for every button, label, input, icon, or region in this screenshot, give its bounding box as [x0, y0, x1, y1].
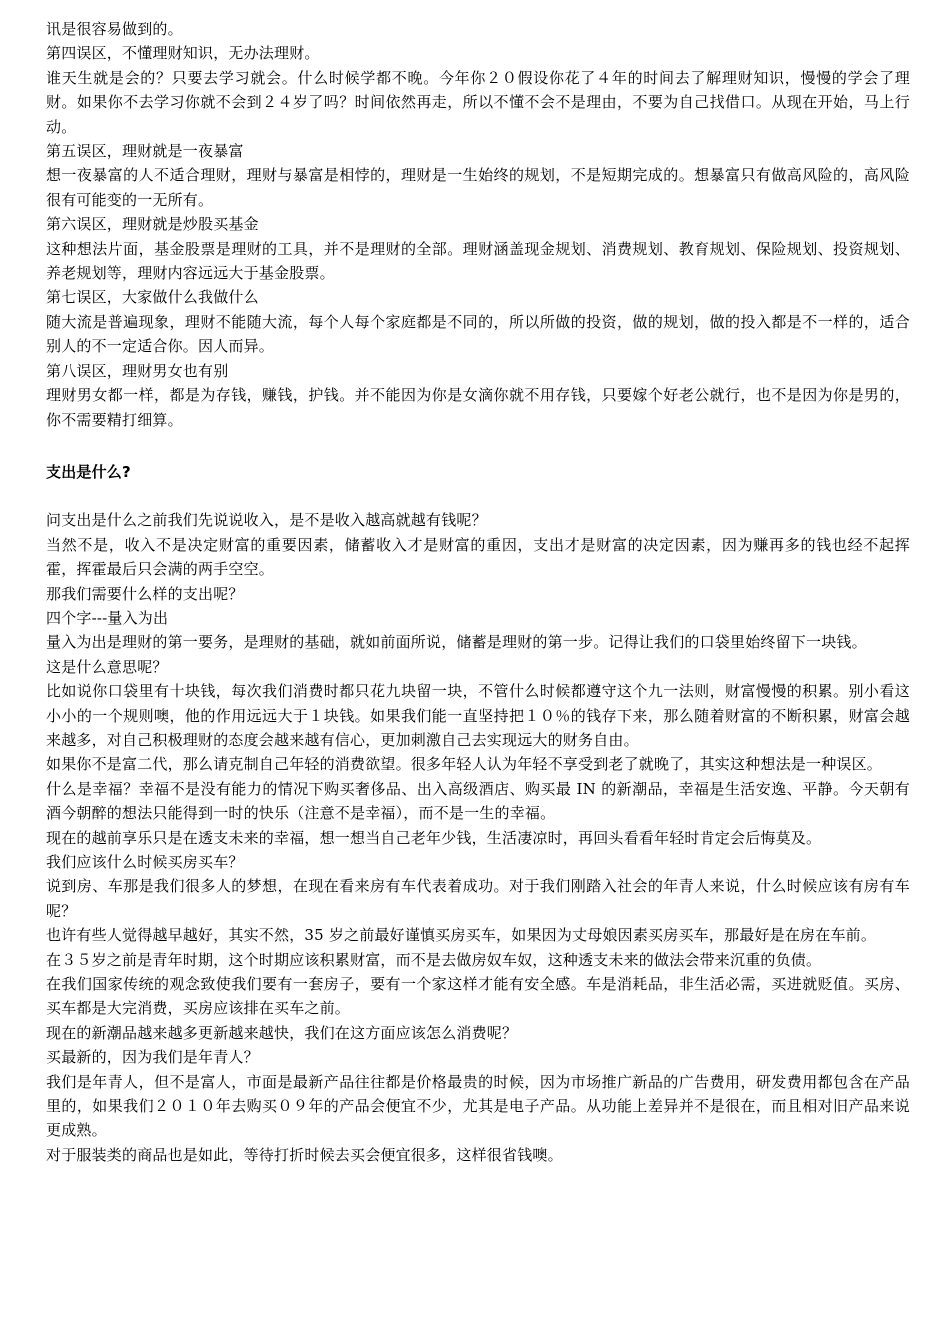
paragraph: 也许有些人觉得越早越好，其实不然，35 岁之前最好谨慎买房买车，如果因为丈母娘因素买房买车，那最好是在房在车前。 — [46, 926, 877, 945]
section-title-mistake-4: 第四误区，不懂理财知识，无办法理财。 — [46, 44, 320, 63]
section-title-mistake-8: 第八误区，理财男女也有别 — [46, 361, 229, 380]
paragraph: 我们应该什么时候买房买车？ — [46, 853, 244, 871]
paragraph: 现在的新潮品越来越多更新越来越快，我们在这方面应该怎么消费呢？ — [46, 1023, 518, 1042]
section-title-mistake-7: 第七误区，大家做什么我做什么 — [46, 288, 259, 307]
paragraph: 这种想法片面，基金股票是理财的工具，并不是理财的全部。理财涵盖现金规划、消费规划、教育规划、保险规划、投资规划、养老规划等，理财内容远远大于基金股票。 — [46, 239, 910, 283]
paragraph: 这是什么意思呢？ — [46, 657, 168, 676]
paragraph: 问支出是什么之前我们先说说收入，是不是收入越高就越有钱呢？ — [46, 511, 487, 530]
section-heading: 支出是什么? — [46, 462, 131, 481]
paragraph: 讯是很容易做到的。 — [46, 20, 183, 38]
paragraph: 说到房、车那是我们很多人的梦想，在现在看来房有车代表着成功。对于我们刚踏入社会的年青人来说，什么时候应该有房有车呢？ — [46, 877, 910, 920]
paragraph: 理财男女都一样，都是为存钱，赚钱，护钱。并不能因为你是女滴你就不用存钱，只要嫁个好老公就行，也不是因为你是男的，你不需要精打细算。 — [46, 386, 910, 429]
paragraph: 买最新的，因为我们是年青人？ — [46, 1048, 259, 1067]
paragraph: 那我们需要什么样的支出呢？ — [46, 584, 244, 603]
paragraph: 在３５岁之前是青年时期，这个时期应该积累财富，而不是去做房奴车奴，这种透支未来的做法会带来沉重的负债。 — [46, 950, 822, 969]
paragraph: 比如说你口袋里有十块钱，每次我们消费时都只花九块留一块，不管什么时候都遵守这个九一法则，财富慢慢的积累。别小看这小小的一个规则噢，他的作用远远大于１块钱。如果我们能一直坚持把１０％的钱存下来，那么随着财富的不断积累，财富会越来越多，对自己积极理财的态度会越来越有信心，更加刺激自己去实现远大的财务自由。 — [46, 682, 910, 749]
paragraph: 对于服装类的商品也是如此，等待打折时候去买会便宜很多，这样很省钱噢。 — [46, 1145, 563, 1164]
paragraph: 什么是幸福？幸福不是没有能力的情况下购买奢侈品、出入高级酒店、购买最 IN 的新潮品，幸福是生活安逸、平静。今天朝有酒今朝醉的想法只能得到一时的快乐（注意不是幸福），而不是一生的幸福。 — [46, 779, 910, 823]
paragraph: 我们是年青人，但不是富人，市面是最新产品往往都是价格最贵的时候，因为市场推广新品的广告费用，研发费用都包含在产品里的，如果我们２０１０年去购买０９年的产品会便宜不少，尤其是电子产品。从功能上差异并不是很在，而且相对旧产品来说更成熟。 — [46, 1072, 910, 1140]
paragraph: 量入为出是理财的第一要务，是理财的基础，就如前面所说，储蓄是理财的第一步。记得让我们的口袋里始终留下一块钱。 — [46, 633, 867, 652]
paragraph: 四个字---量入为出 — [46, 608, 169, 627]
paragraph: 如果你不是富二代，那么请克制自己年轻的消费欲望。很多年轻人认为年轻不享受到老了就晚了，其实这种想法是一种误区。 — [46, 755, 883, 774]
paragraph: 现在的越前享乐只是在透支未来的幸福，想一想当自己老年少钱，生活凄凉时，再回头看看年轻时肯定会后悔莫及。 — [46, 828, 822, 847]
paragraph: 随大流是普遍现象，理财不能随大流，每个人每个家庭都是不同的，所以所做的投资，做的规划，做的投入都是不一样的，适合别人的不一定适合你。因人而异。 — [46, 312, 910, 356]
section-title-mistake-6: 第六误区，理财就是炒股买基金 — [46, 215, 259, 234]
document-page — [46, 17, 910, 1167]
section-title-mistake-5: 第五误区，理财就是一夜暴富 — [46, 142, 244, 161]
paragraph: 在我们国家传统的观念致使我们要有一套房子，要有一个家这样才能有安全感。车是消耗品，非生活必需，买进就贬值。买房、买车都是大完消费，买房应该排在买车之前。 — [46, 975, 910, 1018]
paragraph: 谁天生就是会的？只要去学习就会。什么时候学都不晚。今年你２０假设你花了４年的时间去了解理财知识，慢慢的学会了理财。如果你不去学习你就不会到２４岁了吗？时间依然再走，所以不懂不会不是理由，不要为自己找借口。从现在开始，马上行动。 — [46, 68, 910, 136]
paragraph: 当然不是，收入不是决定财富的重要因素，储蓄收入才是财富的重因，支出才是财富的决定因素，因为赚再多的钱也经不起挥霍，挥霍最后只会满的两手空空。 — [46, 535, 910, 579]
paragraph: 想一夜暴富的人不适合理财，理财与暴富是相悖的，理财是一生始终的规划，不是短期完成的。想暴富只有做高风险的，高风险很有可能变的一无所有。 — [46, 166, 910, 209]
